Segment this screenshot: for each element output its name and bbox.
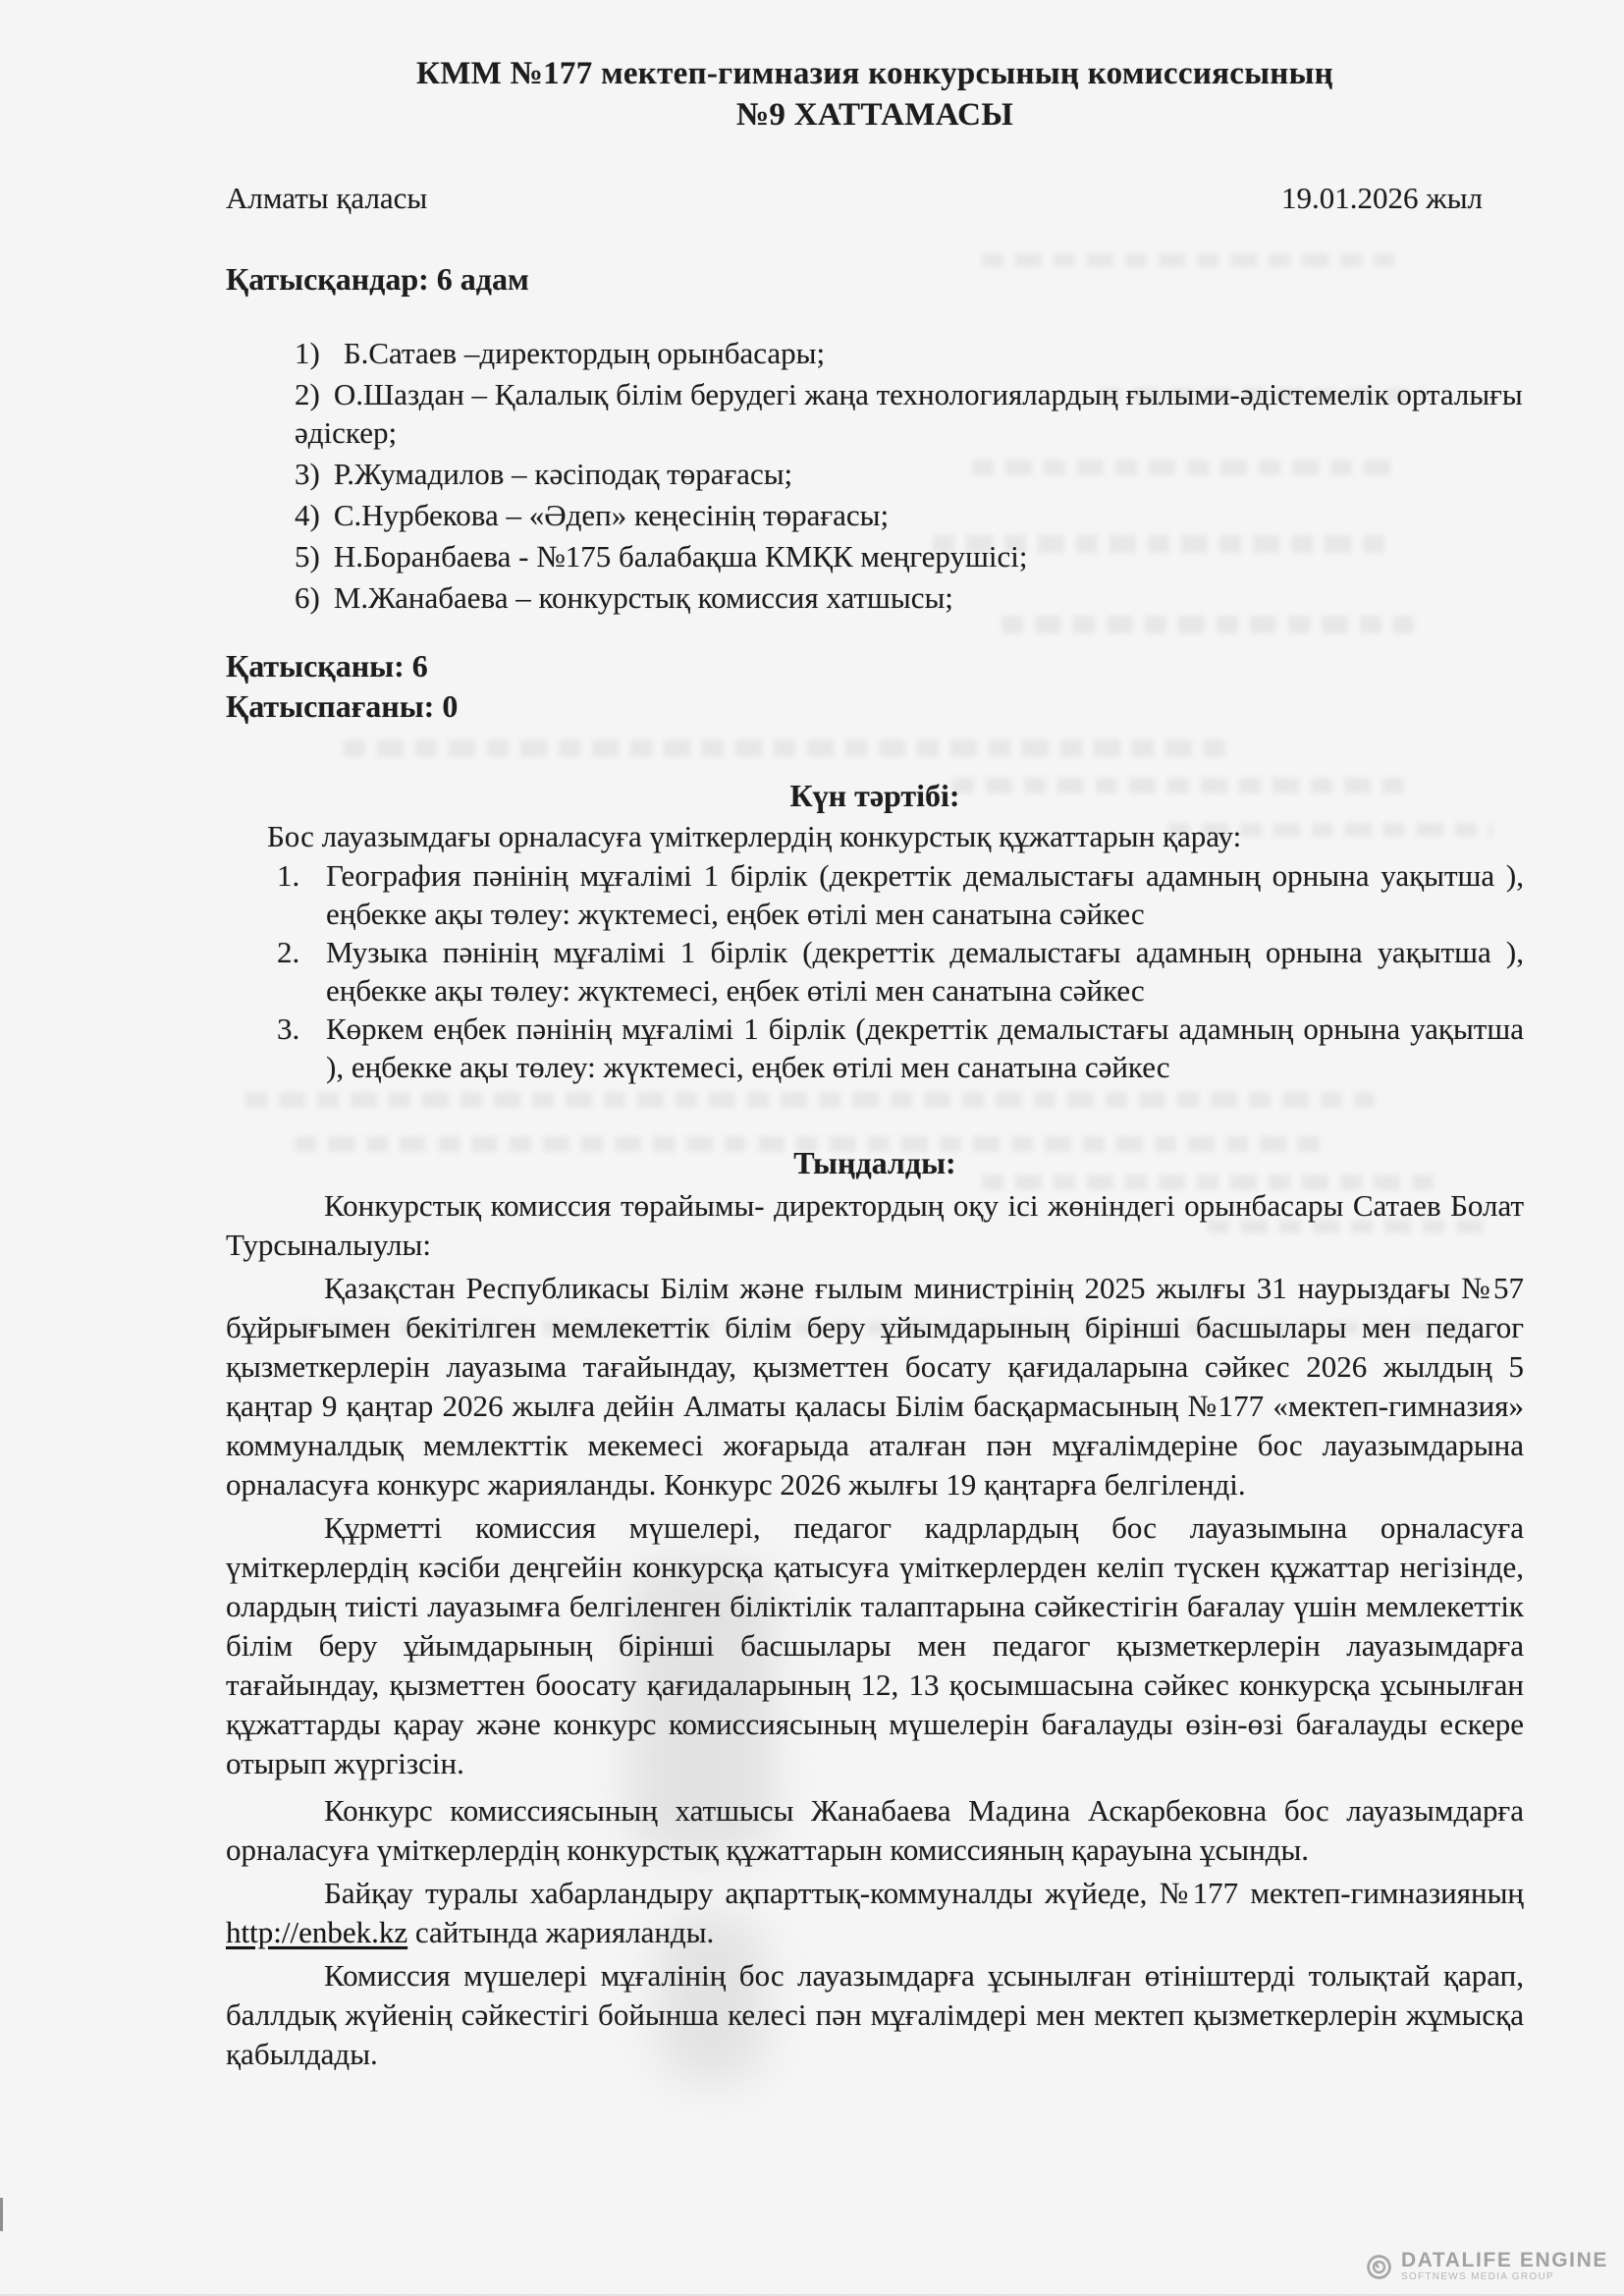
announcement-text-before: Байқау туралы хабарландыру ақпарттық-коммуналды жүйеде, №177 мектеп-гимназияның xyxy=(324,1876,1524,1910)
heard-heading: Тыңдалды: xyxy=(793,1145,956,1180)
paragraph-secretary-submission: Конкурс комиссиясының хатшысы Жанабаева Мадина Аскарбековна бос лауазымдарға орналасуға үміткерлердің конкурстық құжаттарын комиссияның қарауына ұсынды. xyxy=(226,1793,1524,1867)
agenda-intro: Бос лауазымдағы орналасуға үміткерлердің конкурстық құжаттарын қарау: xyxy=(267,819,1242,853)
present-count: Қатысқаны: 6 xyxy=(226,648,428,683)
attendee-number: 2) xyxy=(295,377,320,411)
agenda-list xyxy=(226,856,1524,1086)
attendee-number: 3) xyxy=(295,457,320,491)
paragraph-chair-intro: Конкурстық комиссия төрайымы- директордың оқу ісі жөніндегі орынбасары Сатаев Болат Турсыналыулы: xyxy=(226,1188,1524,1262)
protocol-title xyxy=(226,53,1524,136)
attendee-item xyxy=(295,537,1524,575)
agenda-item-number: 3. xyxy=(277,1011,300,1046)
attendee-number: 1) xyxy=(295,336,320,370)
attendee-text: Н.Боранбаева - №175 балабақша КМҚК меңгерушісі; xyxy=(333,539,1028,574)
announcement-text-after: сайтында жарияланды. xyxy=(407,1915,715,1949)
date-label: 19.01.2026 жыл xyxy=(1281,181,1483,215)
paragraph-order-basis: Қазақстан Республикасы Білім және ғылым министрінің 2025 жылғы 31 наурыздағы №57 бұйрығымен бекітілген мемлекеттік білім беру ұйымдарының бірінші басшылары мен педагог қызметкерлерін лауазыма тағайындау, қызметтен босату қағидаларына сәйкес 2026 жылдың 5 қаңтар 9 қаңтар 2026 жылға дейін Алматы қаласы Білім басқармасының №177 «мектеп-гимназия» коммуналдық мемлекттік мекемесі жоғарыда аталған пән мұғалімдеріне бос лауазымдарына орналасуға конкурс жарияланды. Конкурс 2026 жылғы 19 қаңтарға белгіленді. xyxy=(226,1271,1524,1502)
attendee-number: 4) xyxy=(295,498,320,532)
protocol-title-line1: КММ №177 мектеп-гимназия конкурсының комиссиясының xyxy=(415,56,1333,91)
scan-edge-artifact xyxy=(0,2198,3,2231)
agenda-item-number: 1. xyxy=(277,858,300,893)
attendee-item xyxy=(295,455,1524,493)
attendee-item xyxy=(295,334,1524,372)
watermark-tagline: SOFTNEWS MEDIA GROUP xyxy=(1400,2271,1554,2282)
watermark xyxy=(1366,2250,1608,2283)
attendee-item xyxy=(295,578,1524,617)
datalife-eye-icon xyxy=(1366,2254,1392,2280)
agenda-item-text: География пәнінің мұғалімі 1 бірлік (декреттік демалыстағы адамның орнына уақытша ), еңбекке ақы төлеу: жүктемесі, еңбек өтілі мен санатына сәйкес xyxy=(326,858,1524,931)
agenda-item-number: 2. xyxy=(277,935,300,969)
attendee-number: 5) xyxy=(295,539,320,574)
agenda-item xyxy=(226,1010,1524,1086)
agenda-item xyxy=(226,856,1524,933)
watermark-name: DATALIFE ENGINE xyxy=(1400,2249,1608,2271)
agenda-item-text: Көркем еңбек пәнінің мұғалімі 1 бірлік (декреттік демалыстағы адамның орнына уақытша ), еңбекке ақы төлеу: жүктемесі, еңбек өтілі мен санатына сәйкес xyxy=(326,1011,1524,1084)
enbek-link[interactable]: http://enbek.kz xyxy=(226,1915,408,1949)
attendees-list xyxy=(295,334,1524,617)
attendee-text: М.Жанабаева – конкурстық комиссия хатшысы; xyxy=(333,580,953,615)
paragraph-commission-instruction: Құрметті комиссия мүшелері, педагог кадрлардың бос лауазымына орналасуға үміткерлердің кәсіби деңгейін конкурсқа қатысуға үміткерлерден келіп түскен құжаттар негізінде, олардың тиісті лауазымға белгіленген біліктілік талаптарына сәйкестігін бағалау үшін мемлекеттік білім беру ұйымдарының бірінші басшылары мен педагог қызметкерлерін лауазымдарға тағайындау, қызметтен боосату қағидаларының 12, 13 қосымшасына сәйкес конкурсқа ұсынылған құжаттарды қарау және конкурс комиссиясының мүшелерін бағалауды өзін-өзі бағалауды ескере отырып жүргізсін. xyxy=(226,1510,1524,1780)
attendee-text: О.Шаздан – Қалалық білім берудегі жаңа технологиялардың ғылыми-әдістемелік орталығы әдіскер; xyxy=(295,377,1523,450)
document-body xyxy=(226,53,1524,2074)
attendee-number: 6) xyxy=(295,580,320,615)
city-label: Алматы қаласы xyxy=(226,181,428,215)
attendee-text: Р.Жумадилов – кәсіподақ төрағасы; xyxy=(333,457,793,491)
protocol-number: №9 ХАТТАМАСЫ xyxy=(735,97,1014,133)
agenda-item-text: Музыка пәнінің мұғалімі 1 бірлік (декреттік демалыстағы адамның орнына уақытша ), еңбекке ақы төлеу: жүктемесі, еңбек өтілі мен санатына сәйкес xyxy=(326,935,1524,1008)
attendees-heading: Қатысқандар: 6 адам xyxy=(226,261,529,297)
attendee-text: Б.Сатаев –директордың орынбасары; xyxy=(343,336,826,370)
attendance-counts xyxy=(226,646,1524,727)
attendee-item xyxy=(295,496,1524,534)
agenda-item xyxy=(226,933,1524,1010)
attendee-item xyxy=(295,375,1524,452)
paragraph-decision: Комиссия мүшелері мұғалінің бос лауазымдарға ұсынылған өтініштерді толықтай қарап, баллдық жүйенің сәйкестігі бойынша келесі пән мұғалімдері мен мектеп қызметкерлерін жұмысқа қабылдады. xyxy=(226,1958,1524,2071)
paragraph-announcement xyxy=(226,1874,1524,1952)
agenda-heading: Күн тәртібі: xyxy=(789,778,960,813)
attendee-text: С.Нурбекова – «Әдеп» кеңесінің төрағасы; xyxy=(333,498,890,532)
watermark-text xyxy=(1401,2250,1608,2283)
absent-count: Қатыспағаны: 0 xyxy=(226,688,459,724)
city-date-row xyxy=(226,179,1524,218)
